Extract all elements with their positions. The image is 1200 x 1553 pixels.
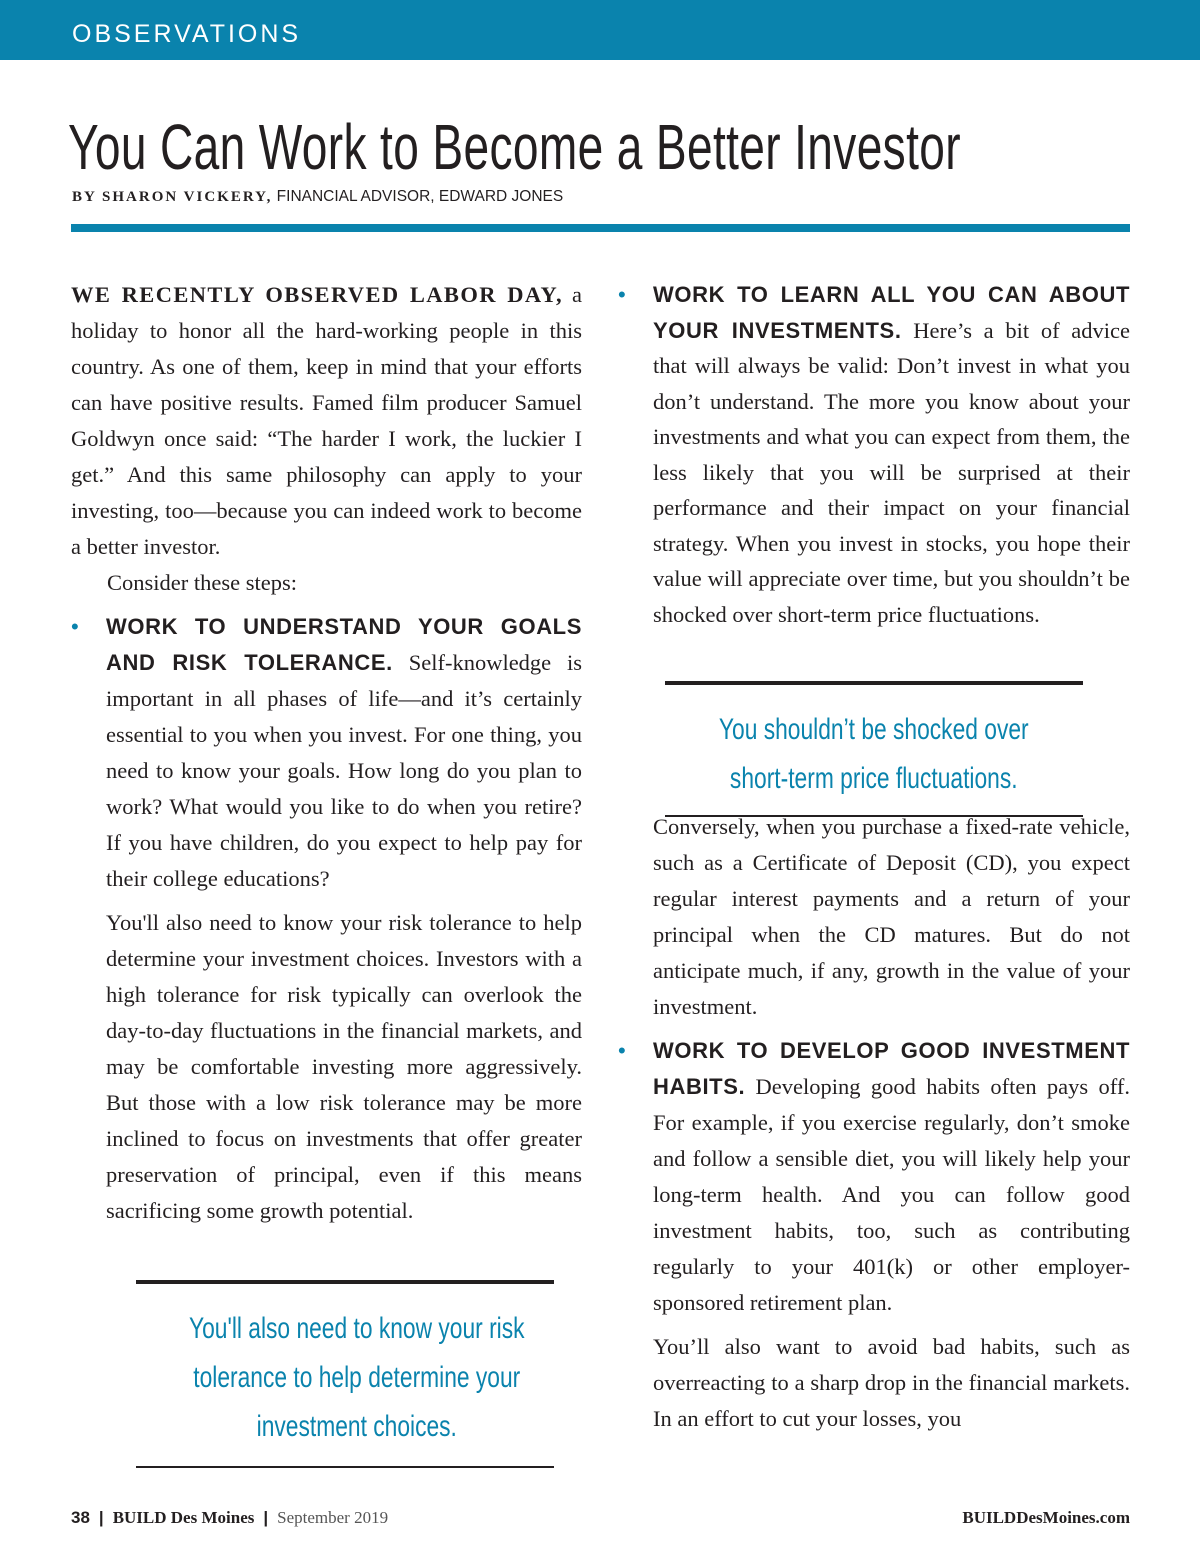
list-item xyxy=(618,1033,1130,1321)
step-text: Self-knowledge is important in all phases of life—and it’s certainly essential to you when you invest. For one thing, you need to know your goals. How long do you plan to work? What would you like to do when you retire? If you have children, do you expect to help pay for their college educations? xyxy=(106,650,583,891)
step-followup: Conversely, when you purchase a fixed-rate vehicle, such as a Certificate of Deposit (CD), you expect regular interest payments and a return of your principal when the CD matures. But do not anticipate much, if any, growth in the value of your investment. xyxy=(653,814,1130,1019)
pull-quote-line: short-term price fluctuations. xyxy=(730,762,1018,795)
byline xyxy=(72,188,563,206)
footer-separator: | xyxy=(263,1508,269,1527)
issue-date: September 2019 xyxy=(277,1508,389,1527)
intro-text: a holiday to honor all the hard-working people in this country. As one of them, keep in mind that your efforts can have positive results. Famed film producer Samuel Goldwyn once said: “The harder I work, the luckier I get.” And this same philosophy can apply to your investing, too—because you can indeed work to become a better investor. xyxy=(71,282,582,559)
step-paragraph xyxy=(106,609,582,897)
step-heading: WORK TO LEARN ALL YOU CAN ABOUT YOUR INVESTMENTS. xyxy=(653,282,1130,343)
pull-quote-text xyxy=(719,705,1029,803)
website-link[interactable]: BUILDDesMoines.com xyxy=(962,1508,1130,1527)
pull-quote xyxy=(136,1280,554,1468)
footer-left xyxy=(71,1508,388,1528)
article-title: You Can Work to Become a Better Investor xyxy=(68,111,961,183)
intro-lead-in: WE RECENTLY OBSERVED LABOR DAY, xyxy=(71,282,564,307)
pull-quote-text xyxy=(189,1304,525,1451)
step-heading: WORK TO UNDERSTAND YOUR GOALS AND RISK TOLERANCE. xyxy=(106,614,582,675)
bullet-icon: • xyxy=(71,614,79,639)
step-followup: You'll also need to know your risk tolerance to help determine your investment choices. Investors with a high tolerance for risk typically can overlook the day-to-day fluctuations in the financial markets, and may be comfortable investing more aggressively. But those with a low risk tolerance may be more inclined to focus on investments that offer greater preservation of principal, even if this means sacrificing some growth potential. xyxy=(106,910,582,1223)
publication-name: BUILD Des Moines xyxy=(112,1508,255,1527)
article-column-left xyxy=(71,277,582,1229)
section-label: OBSERVATIONS xyxy=(72,20,302,48)
list-item xyxy=(71,609,582,897)
byline-role: FINANCIAL ADVISOR, EDWARD JONES xyxy=(272,188,564,205)
step-followup: You’ll also want to avoid bad habits, such as overreacting to a sharp drop in the financial markets. In an effort to cut your losses, you xyxy=(653,1334,1130,1431)
article-column-right xyxy=(618,277,1130,1437)
step-paragraph xyxy=(653,277,1130,632)
bullet-icon: • xyxy=(618,282,626,307)
step-text: Here’s a bit of advice that will always be valid: Don’t invest in what you don’t understand. The more you know about your investments and what you can expect from them, the less likely that you will be surprised at their performance and their impact on your financial strategy. When you invest in stocks, you hope their value will appreciate over time, but you shouldn’t be shocked over short-term price fluctuations. xyxy=(653,317,1130,627)
step-heading: WORK TO DEVELOP GOOD INVESTMENT HABITS. xyxy=(653,1038,1130,1099)
bullet-icon: • xyxy=(618,1038,626,1063)
pull-quote-line: tolerance to help determine your xyxy=(193,1361,521,1394)
byline-author: BY SHARON VICKERY, xyxy=(72,189,273,205)
pull-quote xyxy=(665,681,1083,817)
title-divider xyxy=(71,224,1130,232)
step-text: Developing good habits often pays off. For example, if you exercise regularly, don’t smoke and follow a sensible diet, you will likely help your long-term health. And you can follow good investment habits, too, such as contributing regularly to your 401(k) or other employer-sponsored retirement plan. xyxy=(653,1074,1130,1315)
footer-separator: | xyxy=(98,1508,104,1527)
consider-steps: Consider these steps: xyxy=(107,570,297,595)
pull-quote-line: You shouldn’t be shocked over xyxy=(719,713,1029,746)
page-number: 38 xyxy=(71,1508,90,1527)
pull-quote-line: You'll also need to know your risk xyxy=(188,1312,525,1345)
intro-paragraph xyxy=(71,277,582,565)
list-item xyxy=(618,277,1130,632)
pull-quote-line: investment choices. xyxy=(256,1410,457,1443)
step-paragraph xyxy=(653,1033,1130,1321)
